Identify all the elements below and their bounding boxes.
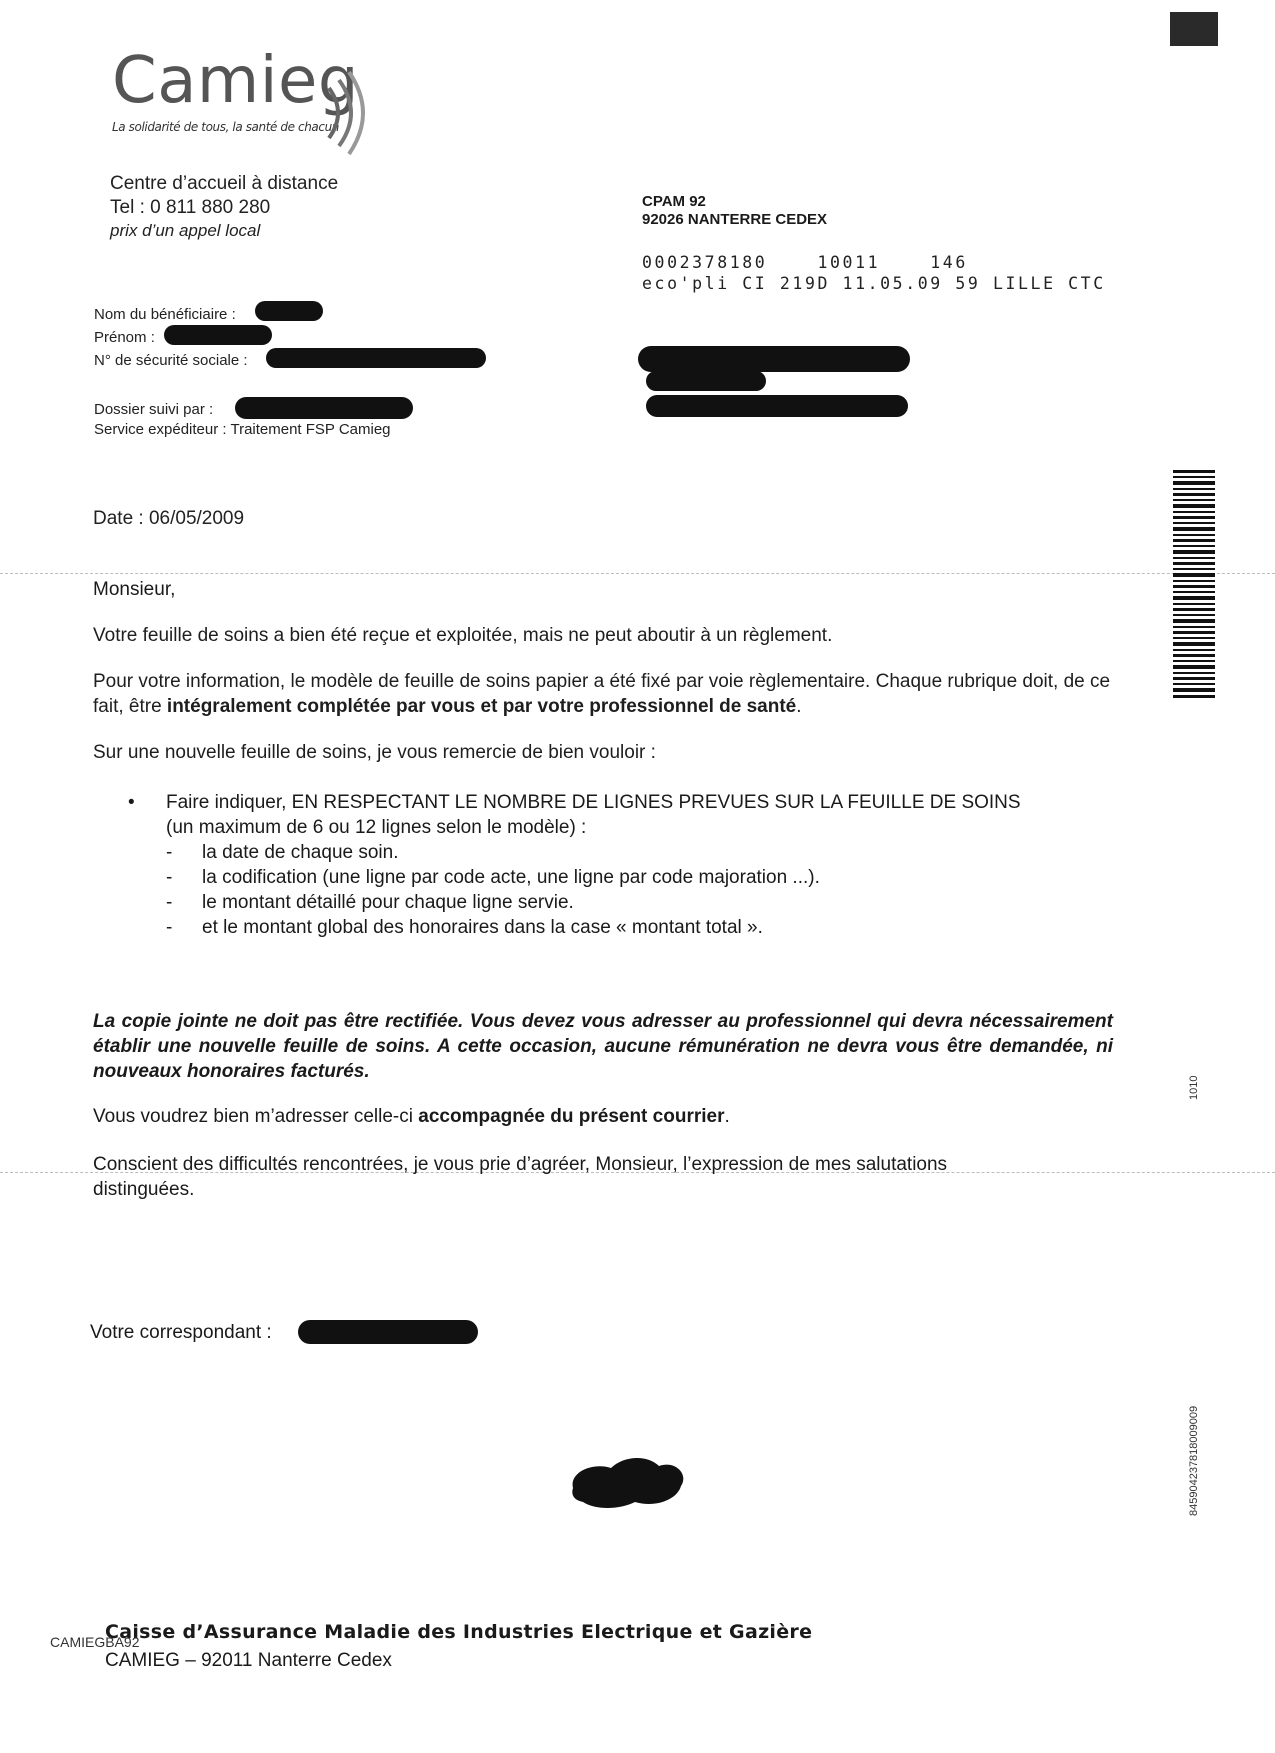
redaction-address-line-1 bbox=[638, 346, 910, 372]
signal-arcs-icon bbox=[325, 68, 375, 158]
redaction-firstname bbox=[164, 325, 272, 345]
footer-org-name: Caisse d’Assurance Maladie des Industries Electrique et Gazière bbox=[105, 1621, 813, 1643]
letter-body bbox=[93, 623, 1113, 765]
sender-service: Service expéditeur : Traitement FSP Camieg bbox=[94, 421, 391, 438]
bullet-icon: • bbox=[128, 792, 135, 813]
dash-icon: - bbox=[166, 917, 173, 938]
closing-paragraph: Conscient des difficultés rencontrées, je vous prie d’agréer, Monsieur, l’expression de mes salutations distinguées. bbox=[93, 1154, 948, 1200]
barcode-icon bbox=[1173, 470, 1215, 698]
logo-wordmark: Camieg bbox=[112, 44, 360, 118]
dash-icon: - bbox=[166, 842, 173, 863]
footer-code: CAMIEGBA92 bbox=[50, 1634, 140, 1650]
letter-paragraph-3: Sur une nouvelle feuille de soins, je vous remercie de bien vouloir : bbox=[93, 742, 656, 763]
logo-tagline: La solidarité de tous, la santé de chacun bbox=[112, 120, 339, 134]
contact-phone: Tel : 0 811 880 280 bbox=[110, 197, 271, 218]
redaction-social-security bbox=[266, 348, 486, 368]
beneficiary-firstname-label: Prénom : bbox=[94, 329, 155, 346]
bold-complete-notice: intégralement complétée par vous et par votre professionnel de santé bbox=[166, 696, 797, 717]
sub-item: et le montant global des honoraires dans la case « montant total ». bbox=[202, 917, 763, 938]
sub-item: la codification (une ligne par code acte, une ligne par code majoration ...). bbox=[202, 867, 820, 888]
postal-routing-line: eco'pli CI 219D 11.05.09 59 LILLE CTC bbox=[642, 274, 1106, 293]
letter-paragraph-5: Vous voudrez bien m’adresser celle-ci accompagnée du présent courrier. bbox=[93, 1106, 730, 1127]
redaction-name bbox=[255, 301, 323, 321]
contact-price-note: prix d’un appel local bbox=[110, 221, 261, 240]
bullet-text-line-1: Faire indiquer, EN RESPECTANT LE NOMBRE DE LIGNES PREVUES SUR LA FEUILLE DE SOINS bbox=[166, 792, 1021, 813]
postal-code-line: 0002378180 10011 146 bbox=[642, 253, 968, 272]
sub-item: le montant détaillé pour chaque ligne servie. bbox=[202, 892, 574, 913]
redaction-address-line-3 bbox=[646, 395, 908, 417]
warning-paragraph: La copie jointe ne doit pas être rectifiée. Vous devez vous adresser au professionnel qui devra nécessairement établir une nouvelle feuille de soins. A cette occasion, aucune rémunération ne devra vous être demandée, ni nouveaux honoraires facturés. bbox=[93, 1011, 1113, 1082]
letter-salutation: Monsieur, bbox=[93, 579, 176, 600]
beneficiary-name-label: Nom du bénéficiaire : bbox=[94, 306, 236, 323]
bullet-text-line-2: (un maximum de 6 ou 12 lignes selon le modèle) : bbox=[166, 817, 587, 838]
recipient-city: 92026 NANTERRE CEDEX bbox=[642, 211, 828, 228]
redaction-address-line-2 bbox=[646, 371, 766, 391]
correspondent-label: Votre correspondant : bbox=[90, 1322, 272, 1343]
letter-paragraph-2: Pour votre information, le modèle de feuille de soins papier a été fixé par voie règlementaire. Chaque rubrique doit, de ce fait, être intégralement complétée par vous et par votre professionnel de santé. bbox=[93, 671, 1111, 717]
recipient-name: CPAM 92 bbox=[642, 193, 706, 210]
corner-marker bbox=[1170, 12, 1218, 46]
redacted-signature bbox=[565, 1450, 690, 1512]
fold-line-top bbox=[0, 573, 1275, 574]
dash-icon: - bbox=[166, 867, 173, 888]
footer-address: CAMIEG – 92011 Nanterre Cedex bbox=[105, 1650, 392, 1671]
case-handler-label: Dossier suivi par : bbox=[94, 401, 214, 418]
side-mark-1010: 1010 bbox=[1188, 1075, 1200, 1100]
letter-paragraph-1: Votre feuille de soins a bien été reçue et exploitée, mais ne peut aboutir à un règlement. bbox=[93, 625, 833, 646]
side-mark-serial: 845904237818009009 bbox=[1188, 1405, 1200, 1516]
redaction-case-handler bbox=[235, 397, 413, 419]
dash-icon: - bbox=[166, 892, 173, 913]
redaction-correspondent bbox=[298, 1320, 478, 1344]
sub-item: la date de chaque soin. bbox=[202, 842, 399, 863]
bold-attach-notice: accompagnée du présent courrier bbox=[418, 1106, 725, 1127]
contact-center-label: Centre d’accueil à distance bbox=[110, 173, 339, 194]
letter-date: Date : 06/05/2009 bbox=[93, 508, 245, 529]
social-security-label: N° de sécurité sociale : bbox=[94, 352, 248, 369]
